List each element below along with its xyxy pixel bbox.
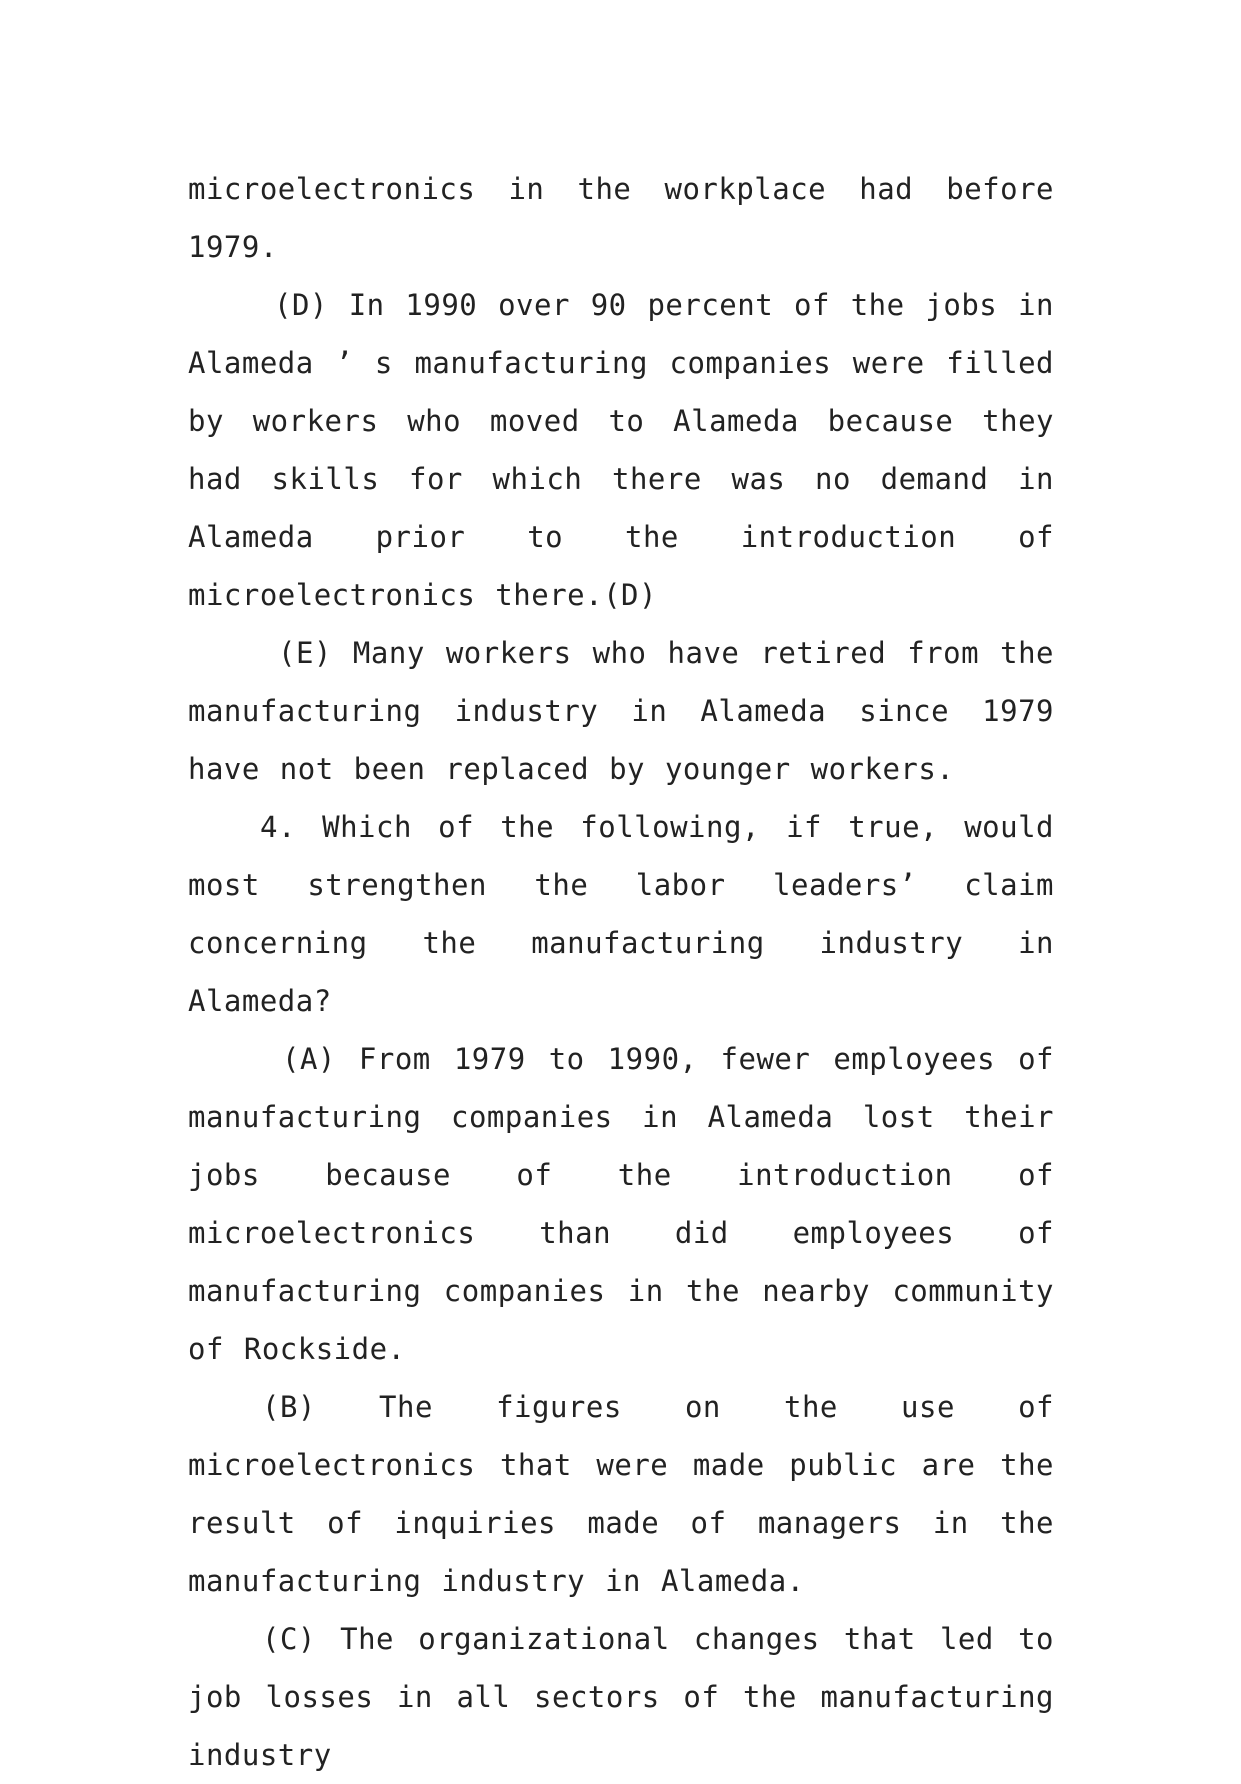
question-4-option-a: (A) From 1979 to 1990, fewer employees of manufacturing companies in Alameda lost their jobs because of the introduction of microelectronics than did employees of manufacturing companies in the nearby community of Rockside.: [188, 1042, 1054, 1366]
question-4-option-b: (B) The figures on the use of microelectronics that were made public are the result of inquiries made of managers in the manufacturing industry in Alameda.: [188, 1390, 1054, 1598]
paragraph-continuation: microelectronics in the workplace had before 1979.: [188, 172, 1054, 264]
option-d-paragraph: (D) In 1990 over 90 percent of the jobs in Alameda ’ s manufacturing companies were filled by workers who moved to Alameda because they had skills for which there was no demand in Alameda prior to the introduction of microelectronics there.(D): [188, 288, 1054, 612]
question-4-paragraph: 4. Which of the following, if true, would most strengthen the labor leaders’ claim concerning the manufacturing industry in Alameda?: [188, 810, 1054, 1018]
option-e-paragraph: (E) Many workers who have retired from the manufacturing industry in Alameda since 1979 have not been replaced by younger workers.: [188, 636, 1054, 786]
question-4-option-c: (C) The organizational changes that led to job losses in all sectors of the manufacturing industry: [188, 1622, 1054, 1772]
document-body: [188, 160, 1054, 1784]
